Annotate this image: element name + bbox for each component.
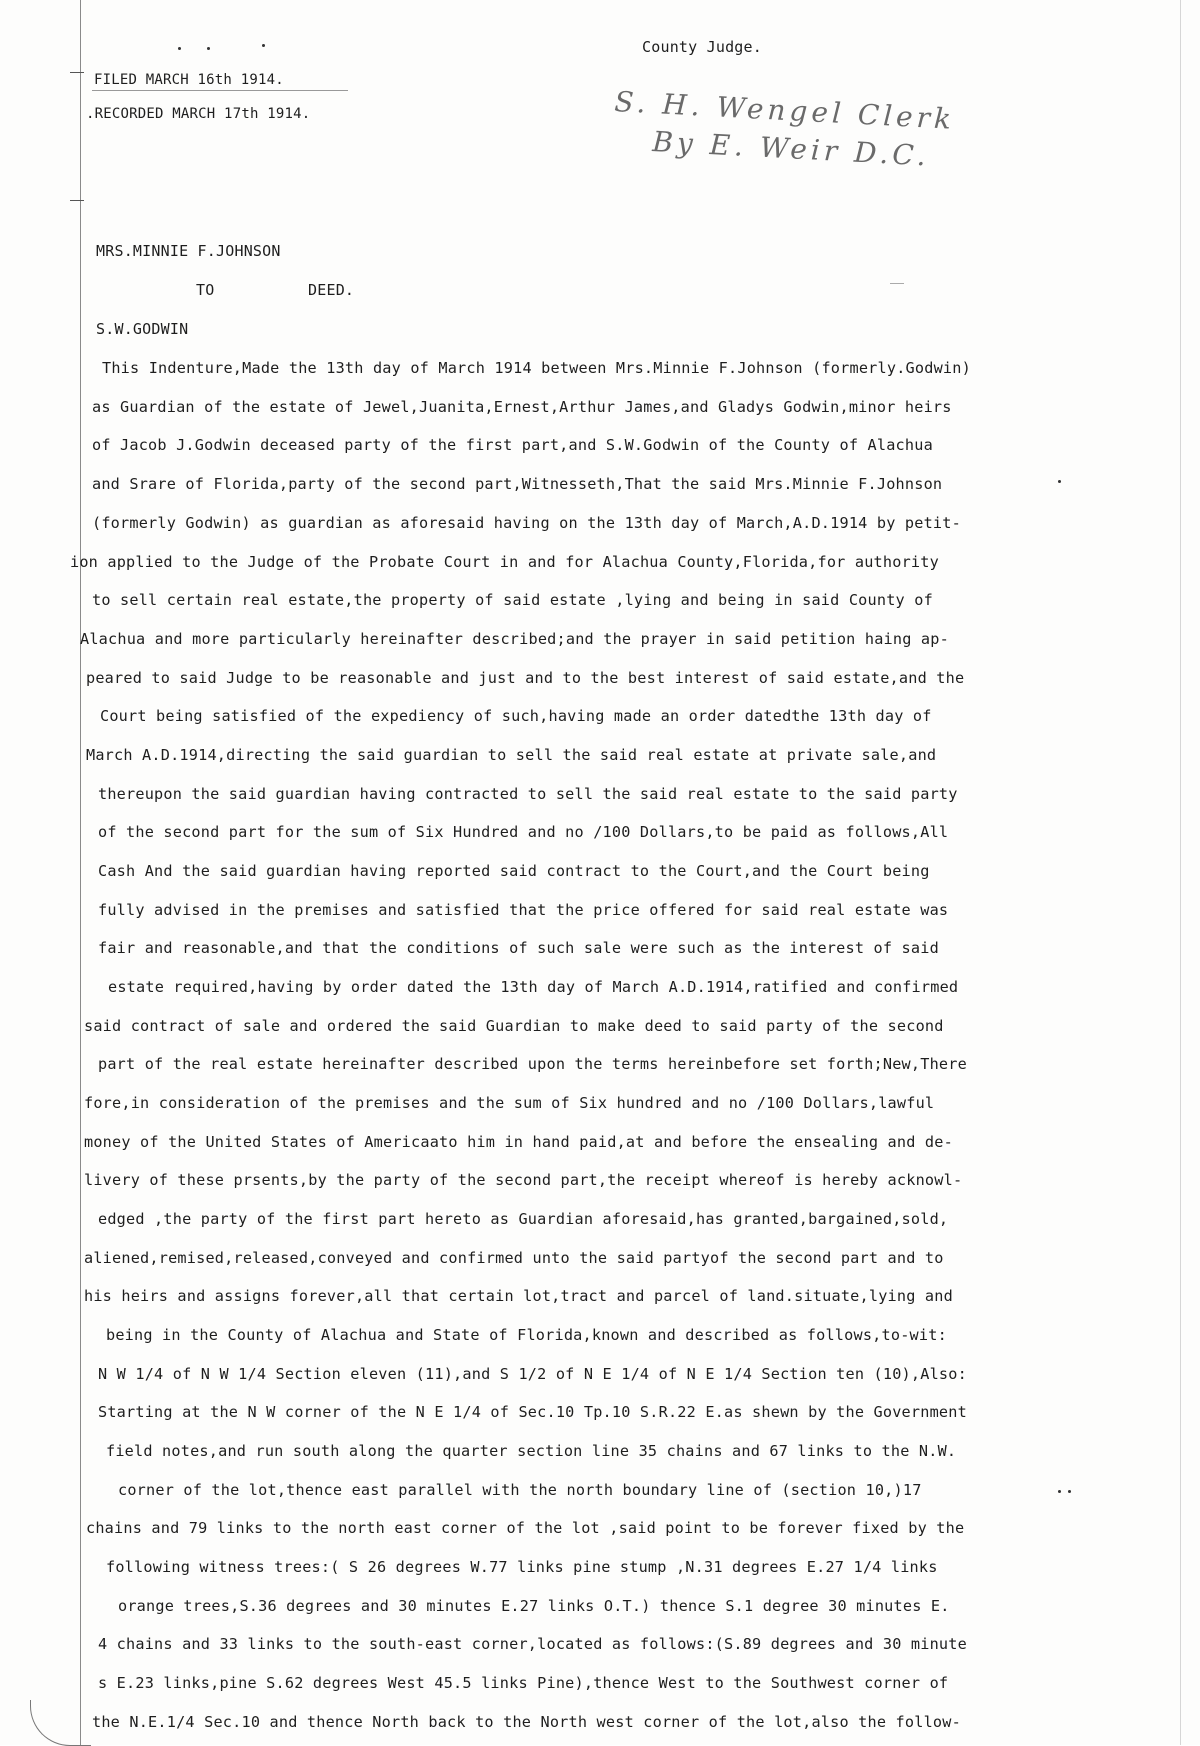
body-line: edged ,the party of the first part hereto as Guardian aforesaid,has granted,bargained,sold,	[98, 1210, 949, 1228]
to-label: TO	[196, 281, 215, 299]
body-line: s E.23 links,pine S.62 degrees West 45.5 links Pine),thence West to the Southwest corner of	[98, 1674, 949, 1692]
body-line: of Jacob J.Godwin deceased party of the first part,and S.W.Godwin of the County of Alachua	[92, 436, 933, 454]
clerk-signature-line2: By E. Weir D.C.	[651, 125, 931, 173]
ink-dot	[1058, 480, 1061, 483]
body-line: as Guardian of the estate of Jewel,Juanita,Ernest,Arthur James,and Gladys Godwin,minor heirs	[92, 398, 952, 416]
body-line: and Srare of Florida,party of the second part,Witnesseth,That the said Mrs.Minnie F.Johnson	[92, 475, 943, 493]
left-margin-rule	[80, 0, 81, 1745]
recorded-stamp: .RECORDED MARCH 17th 1914.	[86, 106, 311, 122]
filed-stamp: FILED MARCH 16th 1914.	[94, 72, 284, 88]
body-line: said contract of sale and ordered the said Guardian to make deed to said party of the second	[84, 1017, 944, 1035]
body-line: ion applied to the Judge of the Probate Court in and for Alachua County,Florida,for authority	[70, 553, 939, 571]
body-line: This Indenture,Made the 13th day of March 1914 between Mrs.Minnie F.Johnson (formerly.Godwin)	[102, 359, 971, 377]
body-line: thereupon the said guardian having contracted to sell the said real estate to the said party	[98, 785, 958, 803]
body-line: (formerly Godwin) as guardian as aforesaid having on the 13th day of March,A.D.1914 by petit-	[92, 514, 961, 532]
margin-tick	[70, 200, 84, 201]
instrument-type: DEED.	[308, 281, 355, 299]
body-line: chains and 79 links to the north east corner of the lot ,said point to be forever fixed by the	[86, 1519, 965, 1537]
right-margin-rule	[1180, 0, 1181, 1745]
body-line: livery of these prsents,by the party of the second part,the receipt whereof is hereby acknowl-	[84, 1171, 963, 1189]
clerk-signature-line1: S. H. Wengel Clerk	[613, 85, 956, 136]
ink-dot	[262, 44, 265, 47]
body-line: of the second part for the sum of Six Hundred and no /100 Dollars,to be paid as follows,All	[98, 823, 949, 841]
body-line: Court being satisfied of the expediency of such,having made an order datedthe 13th day of	[100, 707, 932, 725]
body-line: following witness trees:( S 26 degrees W.77 links pine stump ,N.31 degrees E.27 1/4 links	[106, 1558, 938, 1576]
ink-dot	[207, 47, 210, 50]
office-label: County Judge.	[642, 38, 762, 56]
body-line: fully advised in the premises and satisfied that the price offered for said real estate was	[98, 901, 949, 919]
body-line: peared to said Judge to be reasonable and just and to the best interest of said estate,and the	[86, 669, 965, 687]
body-line: 4 chains and 33 links to the south-east corner,located as follows:(S.89 degrees and 30 minute	[98, 1635, 967, 1653]
body-line: fore,in consideration of the premises and the sum of Six hundred and no /100 Dollars,lawful	[84, 1094, 935, 1112]
ink-dot	[1068, 1490, 1071, 1493]
body-line: orange trees,S.36 degrees and 30 minutes E.27 links O.T.) thence S.1 degree 30 minutes E.	[118, 1597, 950, 1615]
margin-tick	[890, 283, 904, 284]
body-line: part of the real estate hereinafter described upon the terms hereinbefore set forth;New,There	[98, 1055, 967, 1073]
grantee-name: S.W.GODWIN	[96, 320, 189, 338]
body-line: being in the County of Alachua and State of Florida,known and described as follows,to-wit:	[106, 1326, 947, 1344]
body-line: Cash And the said guardian having reported said contract to the Court,and the Court being	[98, 862, 930, 880]
body-line: March A.D.1914,directing the said guardian to sell the said real estate at private sale,and	[86, 746, 937, 764]
body-line: his heirs and assigns forever,all that certain lot,tract and parcel of land.situate,lying and	[84, 1287, 953, 1305]
body-line: to sell certain real estate,the property of said estate ,lying and being in said County of	[92, 591, 933, 609]
body-line: Starting at the N W corner of the N E 1/4 of Sec.10 Tp.10 S.R.22 E.as shewn by the Government	[98, 1403, 967, 1421]
clerk-signature	[610, 85, 956, 173]
body-line: corner of the lot,thence east parallel with the north boundary line of (section 10,)17	[118, 1481, 922, 1499]
body-line: the N.E.1/4 Sec.10 and thence North back to the North west corner of the lot,also the follow-	[92, 1713, 961, 1731]
ink-dot	[1058, 1490, 1061, 1493]
grantor-name: MRS.MINNIE F.JOHNSON	[96, 242, 281, 260]
body-line: fair and reasonable,and that the conditions of such sale were such as the interest of said	[98, 939, 939, 957]
margin-tick	[70, 72, 84, 73]
body-line: Alachua and more particularly hereinafter described;and the prayer in said petition haing ap-	[80, 630, 949, 648]
body-line: field notes,and run south along the quarter section line 35 chains and 67 links to the N.W.	[106, 1442, 957, 1460]
body-line: money of the United States of Americaato him in hand paid,at and before the ensealing and de-	[84, 1133, 953, 1151]
filed-underline	[92, 90, 348, 91]
ink-dot	[178, 47, 181, 50]
body-line: aliened,remised,released,conveyed and confirmed unto the said partyof the second part and to	[84, 1249, 944, 1267]
body-line: estate required,having by order dated the 13th day of March A.D.1914,ratified and confirmed	[108, 978, 959, 996]
page-fold-mark	[30, 1700, 91, 1746]
body-line: N W 1/4 of N W 1/4 Section eleven (11),and S 1/2 of N E 1/4 of N E 1/4 Section ten (10),Also:	[98, 1365, 967, 1383]
